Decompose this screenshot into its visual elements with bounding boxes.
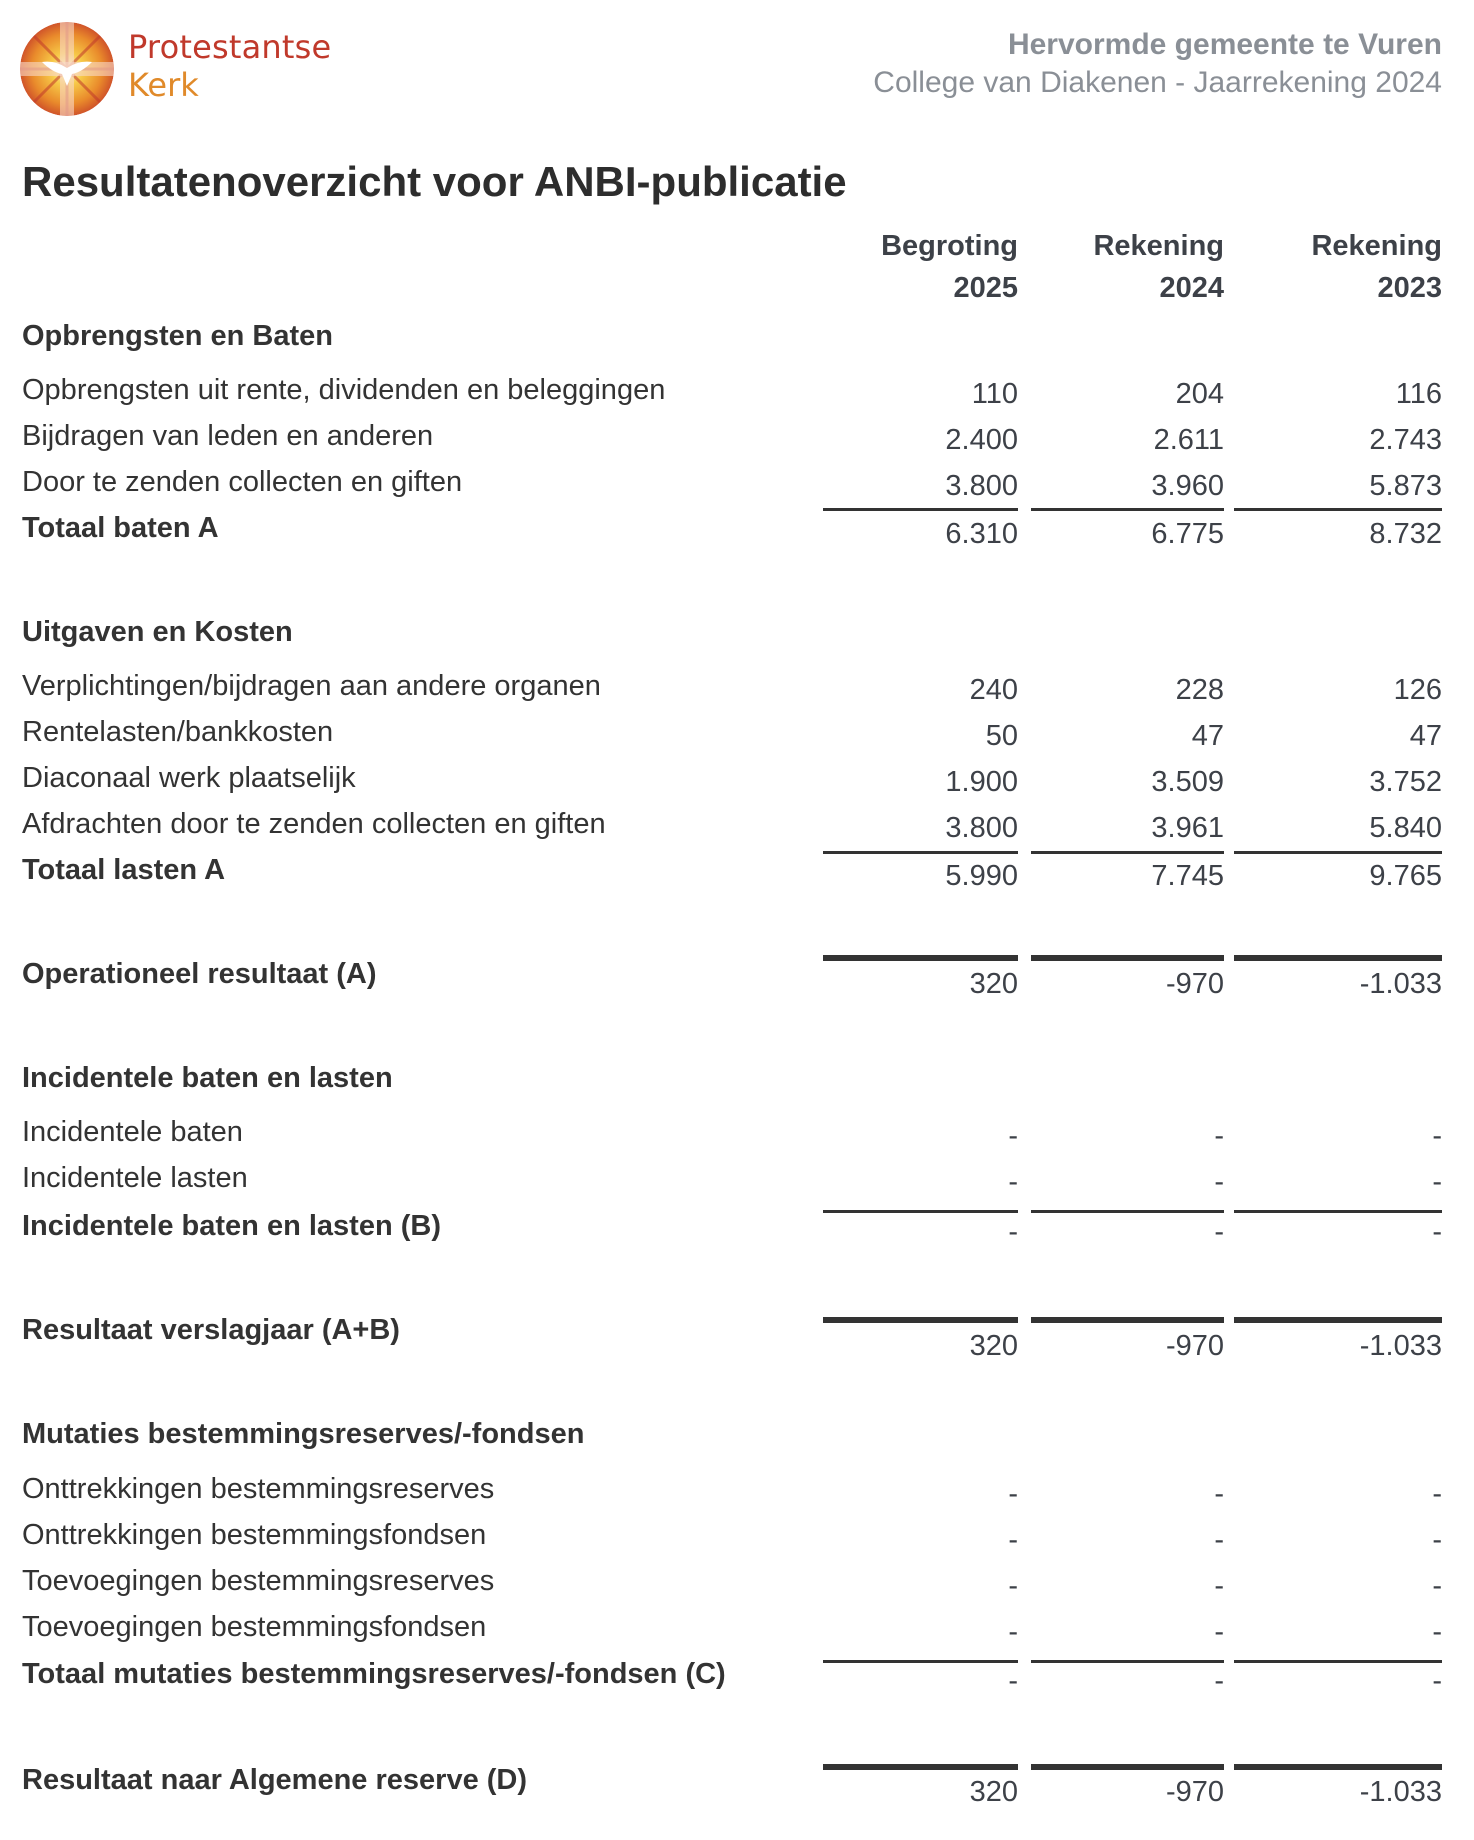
cell-value: 2.743: [1369, 424, 1442, 456]
cell-value: -: [1214, 1524, 1224, 1556]
result-value: -1.033: [1359, 1330, 1442, 1362]
total-value: -: [1008, 1665, 1018, 1697]
section-heading: Uitgaven en Kosten: [22, 616, 293, 648]
total-label: Totaal lasten A: [22, 854, 226, 886]
row-label: Incidentele lasten: [22, 1162, 248, 1194]
column-header-rekening: Rekening: [1311, 230, 1442, 262]
dove-cross-sunburst-icon: [20, 22, 114, 116]
cell-value: 5.840: [1369, 812, 1442, 844]
cell-value: -: [1008, 1120, 1018, 1152]
subtotal-rule: [1031, 851, 1224, 854]
subtotal-rule: [823, 1660, 1018, 1663]
subtotal-rule: [823, 851, 1018, 854]
cell-value: 3.800: [945, 812, 1018, 844]
total-value: -: [1432, 1665, 1442, 1697]
subtotal-rule: [1234, 1210, 1442, 1213]
total-value: 7.745: [1151, 860, 1224, 892]
cell-value: -: [1214, 1570, 1224, 1602]
column-header-rekening: Rekening: [1093, 230, 1224, 262]
total-label: Totaal mutaties bestemmingsreserves/-fondsen (C): [22, 1658, 726, 1690]
result-rule: [1031, 955, 1224, 961]
total-label: Incidentele baten en lasten (B): [22, 1210, 441, 1242]
cell-value: 5.873: [1369, 470, 1442, 502]
result-value: -970: [1165, 1330, 1224, 1362]
subtotal-rule: [823, 508, 1018, 511]
cell-value: 3.509: [1151, 766, 1224, 798]
subtotal-rule: [1234, 851, 1442, 854]
column-header-year: 2024: [1159, 272, 1224, 304]
cell-value: -: [1432, 1166, 1442, 1198]
result-label: Resultaat verslagjaar (A+B): [22, 1314, 400, 1346]
subtotal-rule: [823, 1210, 1018, 1213]
cell-value: -: [1008, 1570, 1018, 1602]
subtotal-rule: [1234, 1660, 1442, 1663]
cell-value: 240: [969, 674, 1018, 706]
result-rule: [1031, 1317, 1224, 1323]
result-rule: [1234, 1764, 1442, 1770]
result-value: 320: [969, 968, 1018, 1000]
protestantse-kerk-logo: [20, 22, 114, 116]
cell-value: -: [1214, 1166, 1224, 1198]
cell-value: 2.400: [945, 424, 1018, 456]
row-label: Toevoegingen bestemmingsfondsen: [22, 1611, 487, 1643]
row-label: Verplichtingen/bijdragen aan andere organen: [22, 670, 601, 702]
cell-value: -: [1008, 1616, 1018, 1648]
result-value: -1.033: [1359, 968, 1442, 1000]
row-label: Opbrengsten uit rente, dividenden en beleggingen: [22, 374, 666, 406]
total-value: 8.732: [1369, 518, 1442, 550]
cell-value: 126: [1393, 674, 1442, 706]
total-label: Totaal baten A: [22, 512, 219, 544]
row-label: Onttrekkingen bestemmingsfondsen: [22, 1519, 487, 1551]
total-value: 9.765: [1369, 860, 1442, 892]
result-rule: [823, 955, 1018, 961]
cell-value: -: [1214, 1478, 1224, 1510]
subtotal-rule: [1031, 508, 1224, 511]
column-header-year: 2023: [1377, 272, 1442, 304]
total-value: 6.310: [945, 518, 1018, 550]
result-rule: [823, 1317, 1018, 1323]
cell-value: 3.960: [1151, 470, 1224, 502]
organization-name: Hervormde gemeente te Vuren: [1007, 28, 1442, 61]
cell-value: 228: [1175, 674, 1224, 706]
result-value: -1.033: [1359, 1776, 1442, 1808]
section-heading: Opbrengsten en Baten: [22, 320, 333, 352]
subtotal-rule: [1031, 1210, 1224, 1213]
cell-value: -: [1432, 1570, 1442, 1602]
total-value: -: [1008, 1216, 1018, 1248]
cell-value: 3.800: [945, 470, 1018, 502]
row-label: Afdrachten door te zenden collecten en giften: [22, 808, 606, 840]
cell-value: -: [1008, 1524, 1018, 1556]
subtotal-rule: [1234, 508, 1442, 511]
cell-value: 2.611: [1153, 424, 1224, 456]
subtotal-rule: [1031, 1660, 1224, 1663]
section-heading: Mutaties bestemmingsreserves/-fondsen: [22, 1418, 585, 1450]
row-label: Door te zenden collecten en giften: [22, 466, 463, 498]
brand-name-line1: Protestantse: [128, 28, 332, 66]
total-value: -: [1214, 1216, 1224, 1248]
brand-name-line2: Kerk: [128, 66, 199, 104]
cell-value: -: [1008, 1166, 1018, 1198]
result-value: -970: [1165, 968, 1224, 1000]
cell-value: 3.961: [1151, 812, 1224, 844]
cell-value: -: [1214, 1120, 1224, 1152]
page-title: Resultatenoverzicht voor ANBI-publicatie: [22, 158, 847, 205]
row-label: Diaconaal werk plaatselijk: [22, 762, 356, 794]
row-label: Incidentele baten: [22, 1116, 243, 1148]
column-header-year: 2025: [953, 272, 1018, 304]
result-rule: [1031, 1764, 1224, 1770]
cell-value: -: [1214, 1616, 1224, 1648]
document-subtitle: College van Diakenen - Jaarrekening 2024: [873, 66, 1442, 99]
result-value: 320: [969, 1330, 1018, 1362]
cell-value: 116: [1395, 378, 1442, 410]
row-label: Bijdragen van leden en anderen: [22, 420, 434, 452]
cell-value: -: [1432, 1478, 1442, 1510]
cell-value: -: [1432, 1120, 1442, 1152]
total-value: -: [1432, 1216, 1442, 1248]
result-label: Operationeel resultaat (A): [22, 958, 377, 990]
cell-value: -: [1432, 1616, 1442, 1648]
cell-value: -: [1008, 1478, 1018, 1510]
column-header-begroting: Begroting: [881, 230, 1018, 262]
row-label: Toevoegingen bestemmingsreserves: [22, 1565, 495, 1597]
total-value: -: [1214, 1665, 1224, 1697]
result-rule: [1234, 955, 1442, 961]
result-label: Resultaat naar Algemene reserve (D): [22, 1764, 528, 1796]
cell-value: 110: [971, 378, 1018, 410]
result-value: 320: [969, 1776, 1018, 1808]
cell-value: 47: [1409, 720, 1442, 752]
total-value: 6.775: [1151, 518, 1224, 550]
cell-value: 1.900: [945, 766, 1018, 798]
cell-value: 3.752: [1369, 766, 1442, 798]
row-label: Onttrekkingen bestemmingsreserves: [22, 1473, 495, 1505]
cell-value: 47: [1191, 720, 1224, 752]
result-rule: [1234, 1317, 1442, 1323]
total-value: 5.990: [945, 860, 1018, 892]
row-label: Rentelasten/bankkosten: [22, 716, 334, 748]
result-rule: [823, 1764, 1018, 1770]
cell-value: 204: [1175, 378, 1224, 410]
cell-value: 50: [985, 720, 1018, 752]
section-heading: Incidentele baten en lasten: [22, 1062, 393, 1094]
cell-value: -: [1432, 1524, 1442, 1556]
result-value: -970: [1165, 1776, 1224, 1808]
